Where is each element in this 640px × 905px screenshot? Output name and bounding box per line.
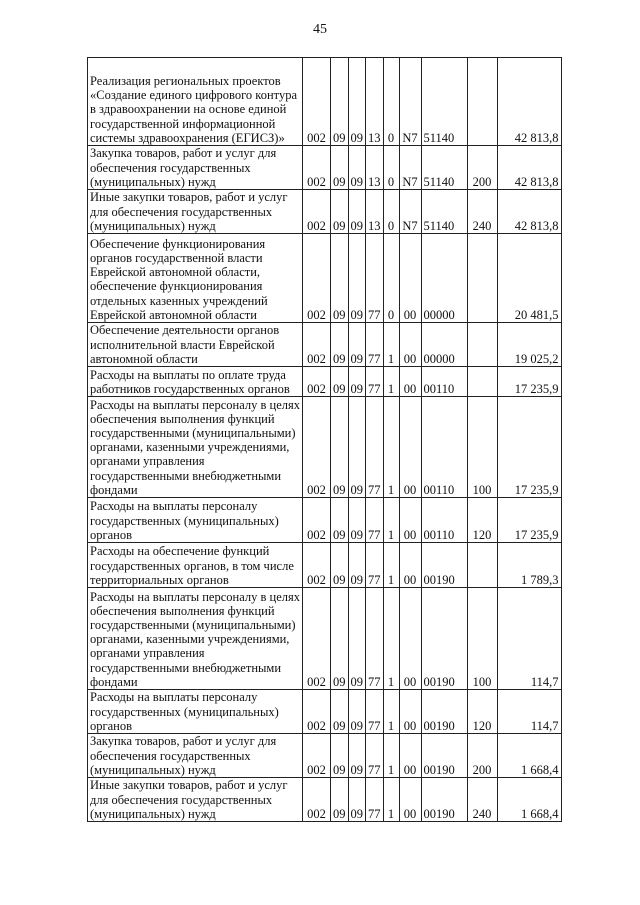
amount-cell: 17 235,9 [497,498,561,543]
row-name-cell: Расходы на выплаты персоналу в целях обеспечения выполнения функций государственными (муниципальными) органами, казенными учреждениями, органами управления государственными внебюджетными фондами [88,588,303,690]
table-row [88,367,562,397]
row-name-cell: Закупка товаров, работ и услуг для обеспечения государственных (муниципальных) нужд [88,734,303,778]
expense-type-cell: 120 [467,690,497,734]
amount-cell: 114,7 [497,690,561,734]
ved-code-cell: 002 [303,323,331,367]
table-row [88,498,562,543]
subsection-code-cell: 09 [348,734,366,778]
amount-cell: 17 235,9 [497,397,561,498]
amount-cell: 19 025,2 [497,323,561,367]
expense-type-cell [467,543,497,588]
project-code-cell: 00 [399,778,421,822]
program-code-cell: 77 [366,234,384,323]
section-code-cell: 09 [331,146,349,190]
expense-type-cell: 200 [467,146,497,190]
ved-code-cell: 002 [303,190,331,234]
row-name-cell: Реализация региональных проектов «Создание единого цифрового контура в здравоохранении на основе единой государственной информационной системы здравоохранения (ЕГИСЗ)» [88,58,303,146]
table-row [88,543,562,588]
subsection-code-cell: 09 [348,588,366,690]
program-code-cell: 77 [366,367,384,397]
subsection-code-cell: 09 [348,146,366,190]
subsection-code-cell: 09 [348,543,366,588]
direction-code-cell: 51140 [421,146,467,190]
section-code-cell: 09 [331,367,349,397]
project-code-cell: 00 [399,734,421,778]
row-name-cell: Закупка товаров, работ и услуг для обеспечения государственных (муниципальных) нужд [88,146,303,190]
direction-code-cell: 00000 [421,323,467,367]
direction-code-cell: 00190 [421,690,467,734]
project-code-cell: N7 [399,146,421,190]
subsection-code-cell: 09 [348,498,366,543]
ved-code-cell: 002 [303,146,331,190]
section-code-cell: 09 [331,323,349,367]
amount-cell: 20 481,5 [497,234,561,323]
project-code-cell: 00 [399,367,421,397]
expense-type-cell: 100 [467,397,497,498]
ved-code-cell: 002 [303,543,331,588]
table-body [88,58,562,822]
project-code-cell: N7 [399,58,421,146]
program-code-cell: 77 [366,498,384,543]
program-code-cell: 77 [366,588,384,690]
subprogram-code-cell: 1 [383,734,399,778]
subsection-code-cell: 09 [348,190,366,234]
amount-cell: 1 668,4 [497,778,561,822]
program-code-cell: 77 [366,734,384,778]
table-row [88,690,562,734]
row-name-cell: Расходы на обеспечение функций государственных органов, в том числе территориальных органов [88,543,303,588]
row-name-cell: Расходы на выплаты по оплате труда работников государственных органов [88,367,303,397]
subprogram-code-cell: 1 [383,498,399,543]
direction-code-cell: 00110 [421,397,467,498]
direction-code-cell: 00190 [421,543,467,588]
program-code-cell: 13 [366,190,384,234]
section-code-cell: 09 [331,234,349,323]
subprogram-code-cell: 1 [383,778,399,822]
subprogram-code-cell: 1 [383,323,399,367]
section-code-cell: 09 [331,690,349,734]
program-code-cell: 77 [366,690,384,734]
table-row [88,234,562,323]
subsection-code-cell: 09 [348,690,366,734]
row-name-cell: Расходы на выплаты персоналу государственных (муниципальных) органов [88,498,303,543]
section-code-cell: 09 [331,588,349,690]
ved-code-cell: 002 [303,588,331,690]
program-code-cell: 13 [366,58,384,146]
table-row [88,190,562,234]
subsection-code-cell: 09 [348,778,366,822]
subprogram-code-cell: 0 [383,234,399,323]
subprogram-code-cell: 1 [383,690,399,734]
program-code-cell: 77 [366,543,384,588]
program-code-cell: 13 [366,146,384,190]
table-row [88,778,562,822]
direction-code-cell: 00000 [421,234,467,323]
subprogram-code-cell: 0 [383,146,399,190]
subsection-code-cell: 09 [348,397,366,498]
expense-type-cell: 120 [467,498,497,543]
table-row [88,58,562,146]
direction-code-cell: 00190 [421,588,467,690]
table-row [88,397,562,498]
expense-type-cell [467,323,497,367]
project-code-cell: N7 [399,190,421,234]
amount-cell: 17 235,9 [497,367,561,397]
subsection-code-cell: 09 [348,367,366,397]
amount-cell: 1 668,4 [497,734,561,778]
expense-type-cell [467,234,497,323]
ved-code-cell: 002 [303,690,331,734]
subprogram-code-cell: 1 [383,588,399,690]
direction-code-cell: 00110 [421,498,467,543]
amount-cell: 42 813,8 [497,146,561,190]
page-number: 45 [313,22,327,37]
section-code-cell: 09 [331,498,349,543]
section-code-cell: 09 [331,190,349,234]
project-code-cell: 00 [399,234,421,323]
amount-cell: 1 789,3 [497,543,561,588]
direction-code-cell: 00190 [421,734,467,778]
direction-code-cell: 00110 [421,367,467,397]
row-name-cell: Иные закупки товаров, работ и услуг для обеспечения государственных (муниципальных) нужд [88,190,303,234]
subsection-code-cell: 09 [348,234,366,323]
direction-code-cell: 51140 [421,58,467,146]
subsection-code-cell: 09 [348,58,366,146]
project-code-cell: 00 [399,397,421,498]
expense-type-cell: 200 [467,734,497,778]
table-row [88,734,562,778]
amount-cell: 114,7 [497,588,561,690]
subprogram-code-cell: 1 [383,543,399,588]
row-name-cell: Расходы на выплаты персоналу государственных (муниципальных) органов [88,690,303,734]
amount-cell: 42 813,8 [497,58,561,146]
row-name-cell: Обеспечение деятельности органов исполнительной власти Еврейской автономной области [88,323,303,367]
ved-code-cell: 002 [303,778,331,822]
section-code-cell: 09 [331,58,349,146]
ved-code-cell: 002 [303,397,331,498]
row-name-cell: Расходы на выплаты персоналу в целях обеспечения выполнения функций государственными (муниципальными) органами, казенными учреждениями, органами управления государственными внебюджетными фондами [88,397,303,498]
budget-table [87,57,562,822]
section-code-cell: 09 [331,397,349,498]
amount-cell: 42 813,8 [497,190,561,234]
table-row [88,323,562,367]
program-code-cell: 77 [366,397,384,498]
project-code-cell: 00 [399,588,421,690]
subprogram-code-cell: 0 [383,190,399,234]
ved-code-cell: 002 [303,367,331,397]
section-code-cell: 09 [331,778,349,822]
expense-type-cell: 240 [467,190,497,234]
project-code-cell: 00 [399,498,421,543]
project-code-cell: 00 [399,543,421,588]
project-code-cell: 00 [399,690,421,734]
ved-code-cell: 002 [303,58,331,146]
row-name-cell: Иные закупки товаров, работ и услуг для обеспечения государственных (муниципальных) нужд [88,778,303,822]
row-name-cell: Обеспечение функционирования органов государственной власти Еврейской автономной области, обеспечение функционирования отдельных казенных учреждений Еврейской автономной области [88,234,303,323]
direction-code-cell: 51140 [421,190,467,234]
subprogram-code-cell: 1 [383,367,399,397]
expense-type-cell: 100 [467,588,497,690]
subsection-code-cell: 09 [348,323,366,367]
subprogram-code-cell: 1 [383,397,399,498]
project-code-cell: 00 [399,323,421,367]
expense-type-cell [467,58,497,146]
table-row [88,146,562,190]
expense-type-cell [467,367,497,397]
section-code-cell: 09 [331,543,349,588]
program-code-cell: 77 [366,778,384,822]
ved-code-cell: 002 [303,734,331,778]
table-row [88,588,562,690]
program-code-cell: 77 [366,323,384,367]
expense-type-cell: 240 [467,778,497,822]
subprogram-code-cell: 0 [383,58,399,146]
ved-code-cell: 002 [303,234,331,323]
direction-code-cell: 00190 [421,778,467,822]
section-code-cell: 09 [331,734,349,778]
ved-code-cell: 002 [303,498,331,543]
